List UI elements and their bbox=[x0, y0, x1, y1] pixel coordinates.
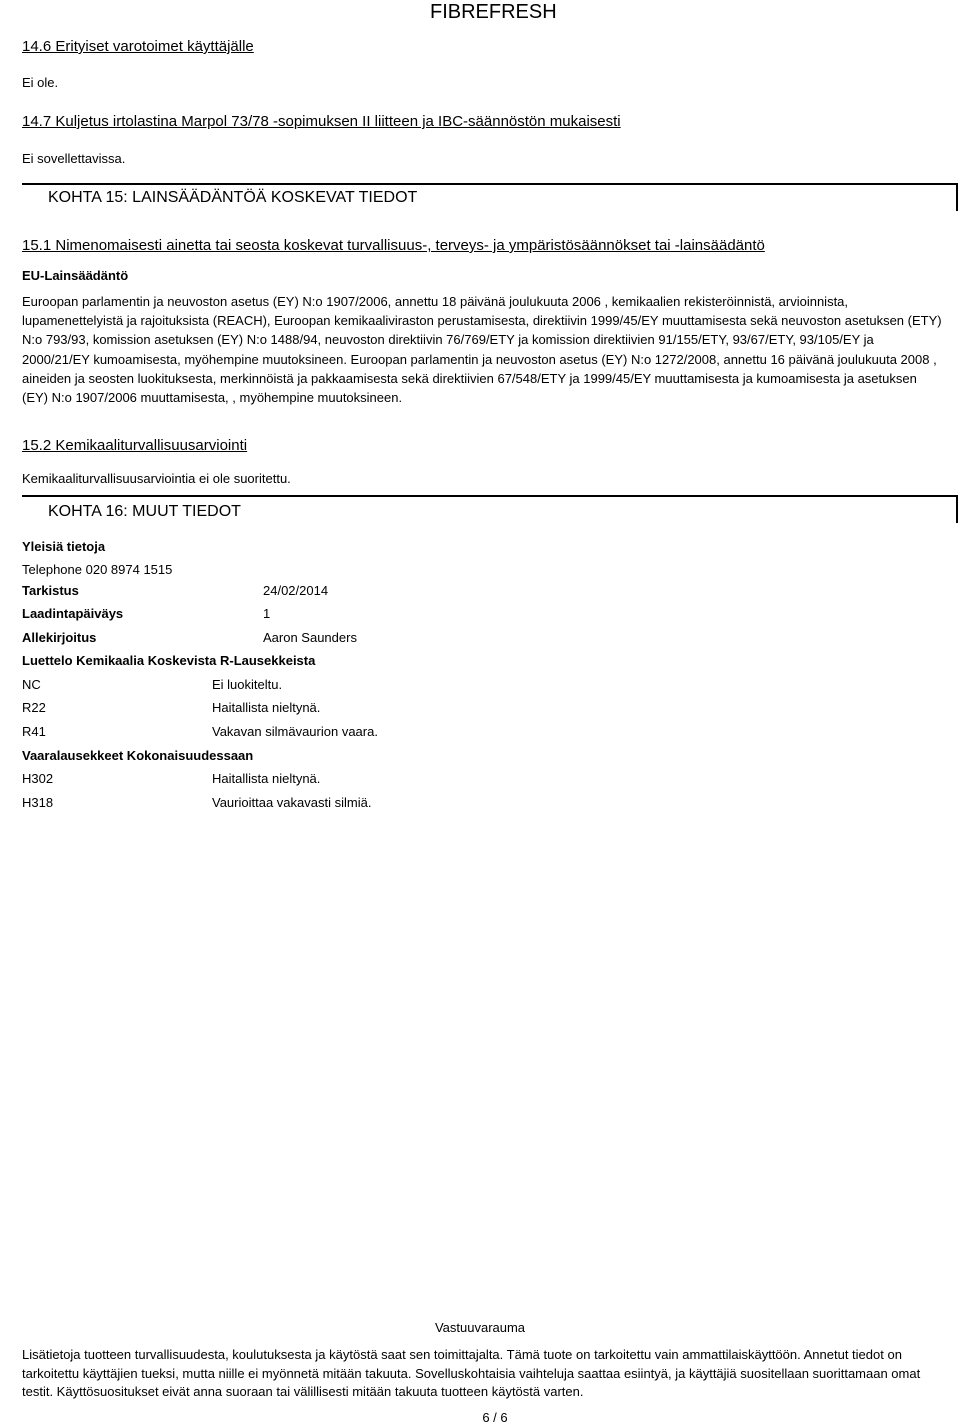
eu-legislation-text: Euroopan parlamentin ja neuvoston asetus (EY) N:o 1907/2006, annettu 18 päivänä joulukuuta 2006 , kemikaalien rekisteröinnistä, arvioinnista, lupamenettelyistä ja rajoituksista (REACH), Euroopan kemikaaliviraston perustamisesta, direktiivin 1999/45/EY muuttamisesta sekä neuvoston asetuksen (ETY) N:o 793/93, komission asetuksen (EY) N:o 1488/94, neuvoston direktiivin 76/769/ETY ja komission direktiivien 91/155/ETY, 93/67/ETY, 93/105/EY ja 2000/21/EY kumoamisesta, myöhempine muutoksineen. Euroopan parlamentin ja neuvoston asetus (EY) N:o 1272/2008, annettu 16 päivänä joulukuuta 2008 , aineiden ja seosten luokituksesta, merkinnöistä ja pakkaamisesta sekä direktiivien 67/548/ETY ja 1999/45/EY muuttamisesta ja kumoamisesta ja asetuksen (EY) N:o 1907/2006 muuttamisesta, , myöhempine muutoksineen. bbox=[22, 294, 942, 406]
r-phrases-heading: Luettelo Kemikaalia Koskevista R-Lausekkeista bbox=[22, 653, 316, 668]
text-15-2: Kemikaaliturvallisuusarviointia ei ole suoritettu. bbox=[22, 471, 291, 486]
heading-14-7: 14.7 Kuljetus irtolastina Marpol 73/78 -sopimuksen II liitteen ja IBC-säännöstön mukaisesti bbox=[22, 113, 621, 130]
signature-label: Allekirjoitus bbox=[22, 630, 97, 645]
preparation-date-value: 1 bbox=[263, 606, 271, 621]
section-15-bar bbox=[22, 183, 958, 211]
page-number: 6 / 6 bbox=[482, 1410, 508, 1425]
document-title: FIBREFRESH bbox=[430, 1, 557, 23]
text-14-6: Ei ole. bbox=[22, 75, 59, 90]
h-phrase-text: Vaurioittaa vakavasti silmiä. bbox=[212, 795, 372, 810]
revision-value: 24/02/2014 bbox=[263, 583, 329, 598]
h-phrase-text: Haitallista nieltynä. bbox=[212, 771, 321, 786]
section-16-bar bbox=[22, 495, 958, 523]
signature-value: Aaron Saunders bbox=[263, 630, 357, 645]
disclaimer-text: Lisätietoja tuotteen turvallisuudesta, koulutuksesta ja käytöstä saat sen toimittajalta. Tämä tuote on tarkoitettu vain ammattilaiskäyttöön. Annetut tiedot on tarkoitettu käyttäjien tueksi, mutta niille ei myönnetä mitään takuuta. Sovelluskohtaisia vaihteluja saattaa esiintyä, ja käyttäjiä suositellaan suorittamaan omat testit. Käyttösuositukset eivät anna suoraan tai välillisesti mitään takuuta tuotteen käytöstä varten. bbox=[22, 1347, 921, 1399]
r-phrase-text: Ei luokiteltu. bbox=[212, 677, 283, 692]
general-info-label: Yleisiä tietoja bbox=[22, 539, 106, 554]
r-phrase-text: Vakavan silmävaurion vaara. bbox=[212, 724, 378, 739]
eu-legislation-label: EU-Lainsäädäntö bbox=[22, 268, 129, 283]
r-phrase-code: R41 bbox=[22, 724, 46, 739]
h-phrase-code: H302 bbox=[22, 771, 54, 786]
section-15-title: KOHTA 15: LAINSÄÄDÄNTÖÄ KOSKEVAT TIEDOT bbox=[48, 189, 418, 206]
revision-label: Tarkistus bbox=[22, 583, 79, 598]
h-phrases-heading: Vaaralausekkeet Kokonaisuudessaan bbox=[22, 748, 254, 763]
heading-15-1: 15.1 Nimenomaisesti ainetta tai seosta koskevat turvallisuus-, terveys- ja ympäristösäännökset tai -lainsäädäntö bbox=[22, 237, 765, 254]
r-phrase-code: R22 bbox=[22, 700, 46, 715]
heading-15-2: 15.2 Kemikaaliturvallisuusarviointi bbox=[22, 437, 248, 454]
section-16-title: KOHTA 16: MUUT TIEDOT bbox=[48, 503, 241, 520]
heading-14-6: 14.6 Erityiset varotoimet käyttäjälle bbox=[22, 38, 254, 55]
preparation-date-label: Laadintapäiväys bbox=[22, 606, 124, 621]
h-phrase-code: H318 bbox=[22, 795, 54, 810]
disclaimer-heading: Vastuuvarauma bbox=[434, 1320, 526, 1335]
telephone-text: Telephone 020 8974 1515 bbox=[22, 562, 173, 577]
text-14-7: Ei sovellettavissa. bbox=[22, 151, 126, 166]
r-phrase-text: Haitallista nieltynä. bbox=[212, 700, 321, 715]
r-phrase-code: NC bbox=[22, 677, 41, 692]
